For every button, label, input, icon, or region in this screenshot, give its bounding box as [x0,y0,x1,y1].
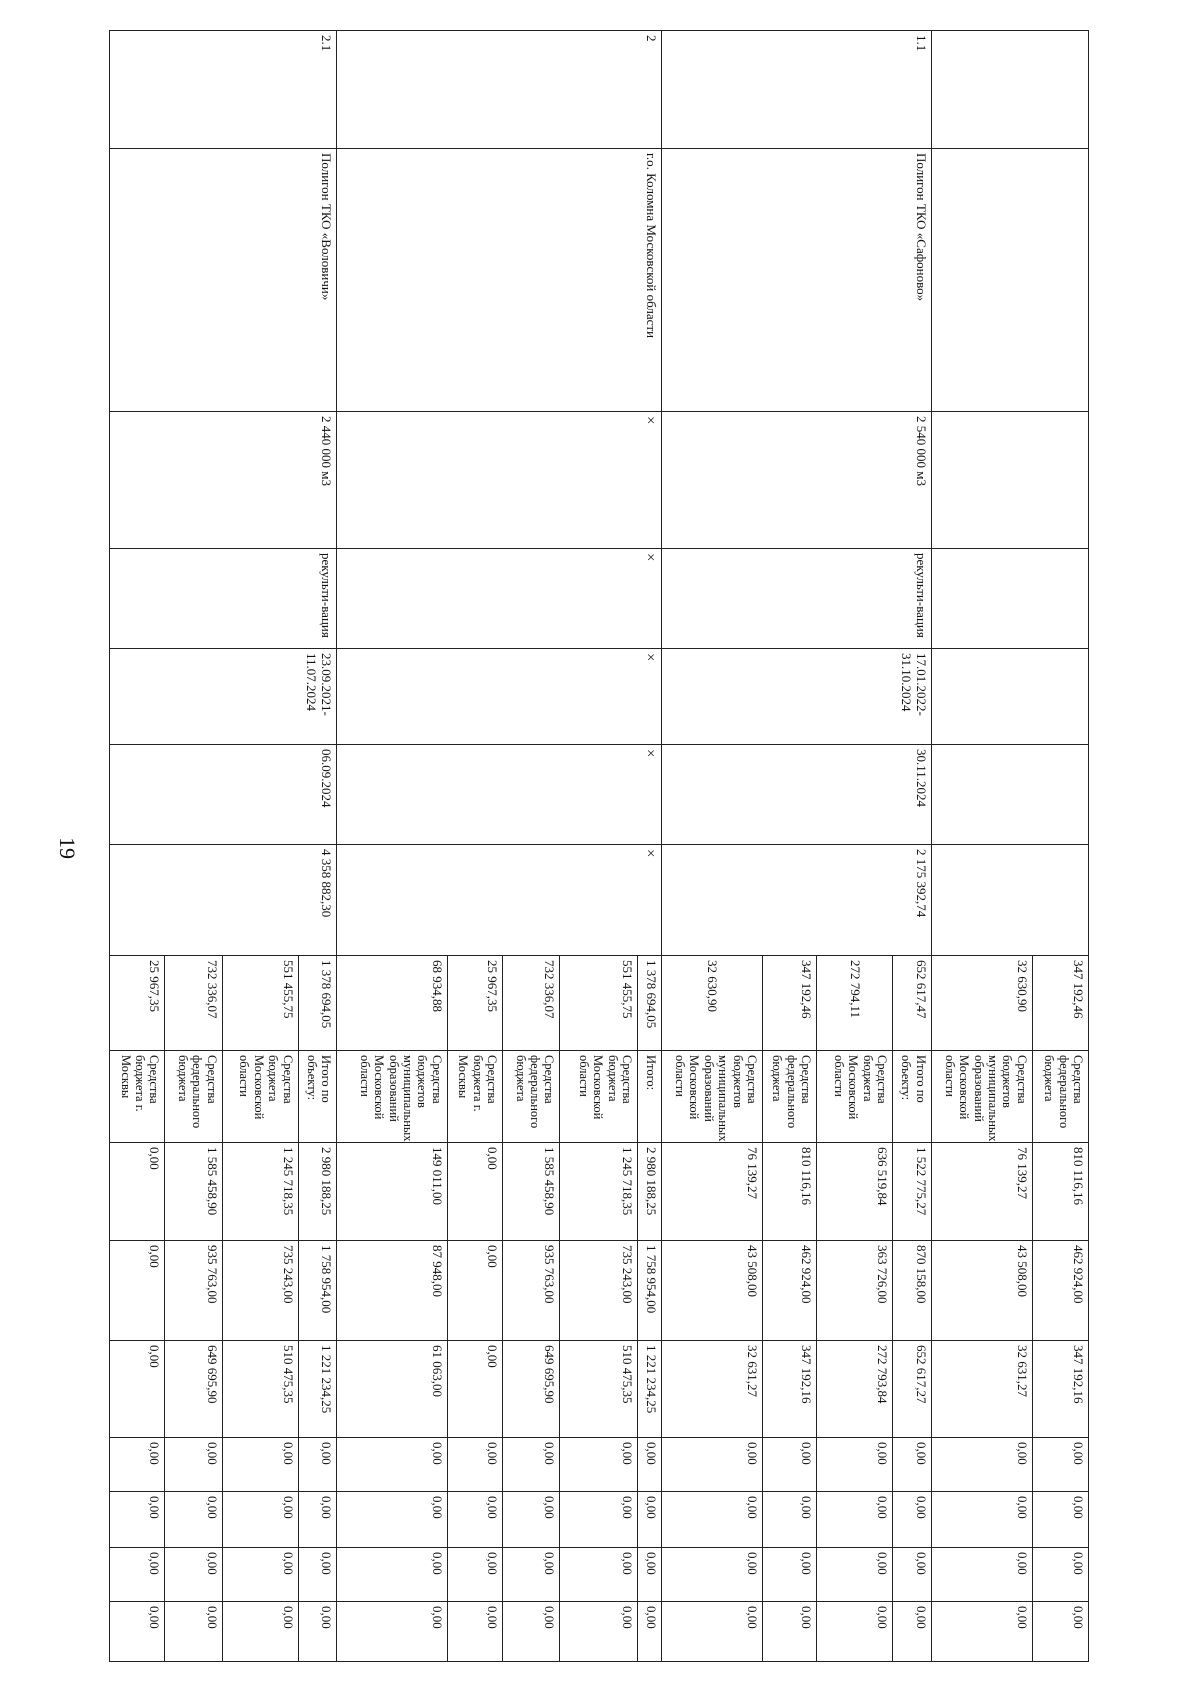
zero-amount: 0,00 [110,1492,165,1548]
amount-c3: 1 221 234,25 [298,1341,337,1438]
zero-amount: 0,00 [502,1602,559,1662]
work-period: 23.09.2021-11.07.2024 [110,649,337,745]
amount-c1: 2 980 188,25 [638,1143,662,1241]
table-row [893,31,932,1662]
source-name: Средства федерального бюджета [165,1051,222,1143]
source-amount: 347 192,46 [762,956,816,1051]
zero-amount: 0,00 [502,1548,559,1602]
rotated-table-wrapper [109,30,1089,1629]
zero-amount: 0,00 [165,1438,222,1492]
source-amount: 32 630,90 [931,956,1032,1051]
source-amount: 25 967,35 [447,956,502,1051]
source-amount: 732 336,07 [165,956,222,1051]
amount-c2: 0,00 [447,1241,502,1341]
source-name: Средства бюджета Московской области [222,1051,298,1143]
amount-c1: 76 139,27 [662,1143,763,1241]
zero-amount: 0,00 [560,1602,638,1662]
source-amount: 68 934,88 [337,956,447,1051]
source-name: Итого: [638,1051,662,1143]
amount-c3: 61 063,00 [337,1341,447,1438]
zero-amount: 0,00 [447,1602,502,1662]
source-name: Средства федерального бюджета [1032,1051,1088,1143]
zero-amount: 0,00 [1032,1492,1088,1548]
zero-amount: 0,00 [222,1438,298,1492]
amount-c2: 870 158,00 [893,1241,932,1341]
amount-c2: 462 924,00 [1032,1241,1088,1341]
source-name: Средства бюджетов муниципальных образований Московской области [662,1051,763,1143]
capacity: × [337,412,662,549]
source-amount: 732 336,07 [502,956,559,1051]
source-name: Средства бюджета Московской области [560,1051,638,1143]
amount-c1: 76 139,27 [931,1143,1032,1241]
zero-amount: 0,00 [931,1602,1032,1662]
zero-amount: 0,00 [662,1602,763,1662]
zero-amount: 0,00 [662,1492,763,1548]
object-name [931,149,1088,412]
work-type [931,549,1088,649]
amount-c3: 0,00 [110,1341,165,1438]
amount-c3: 32 631,27 [931,1341,1032,1438]
zero-amount: 0,00 [662,1548,763,1602]
capacity [931,412,1088,549]
amount-c2: 935 763,00 [502,1241,559,1341]
amount-c2: 462 924,00 [762,1241,816,1341]
object-name: г.о. Коломна Московской области [337,149,662,412]
zero-amount: 0,00 [762,1438,816,1492]
work-type: рекульти-вация [110,549,337,649]
source-amount: 1 378 694,05 [298,956,337,1051]
zero-amount: 0,00 [638,1602,662,1662]
source-name: Средства бюджетов муниципальных образований Московской области [337,1051,447,1143]
source-amount: 551 455,75 [560,956,638,1051]
amount-c2: 43 508,00 [931,1241,1032,1341]
financing-table [109,30,1089,1662]
zero-amount: 0,00 [110,1548,165,1602]
source-amount: 1 378 694,05 [638,956,662,1051]
document-sheet [109,30,1089,1629]
zero-amount: 0,00 [447,1438,502,1492]
zero-amount: 0,00 [560,1438,638,1492]
zero-amount: 0,00 [893,1548,932,1602]
zero-amount: 0,00 [931,1548,1032,1602]
deadline: × [337,745,662,845]
zero-amount: 0,00 [222,1602,298,1662]
zero-amount: 0,00 [817,1438,893,1492]
amount-c1: 0,00 [110,1143,165,1241]
amount-c2: 735 243,00 [222,1241,298,1341]
zero-amount: 0,00 [502,1438,559,1492]
row-number: 2 [337,31,662,149]
source-amount: 32 630,90 [662,956,763,1051]
zero-amount: 0,00 [337,1438,447,1492]
zero-amount: 0,00 [817,1548,893,1602]
zero-amount: 0,00 [110,1602,165,1662]
zero-amount: 0,00 [931,1438,1032,1492]
zero-amount: 0,00 [222,1548,298,1602]
amount-c3: 649 695,90 [502,1341,559,1438]
amount-c1: 1 585 458,90 [502,1143,559,1241]
work-period: × [337,649,662,745]
amount-c2: 935 763,00 [165,1241,222,1341]
zero-amount: 0,00 [165,1602,222,1662]
zero-amount: 0,00 [1032,1602,1088,1662]
page-number: 19 [55,837,80,859]
amount-c1: 810 116,16 [762,1143,816,1241]
zero-amount: 0,00 [447,1548,502,1602]
zero-amount: 0,00 [1032,1548,1088,1602]
work-period [931,649,1088,745]
amount-c3: 652 617,27 [893,1341,932,1438]
object-name: Полигон ТКО «Воловичи» [110,149,337,412]
total-cost [931,845,1088,956]
zero-amount: 0,00 [560,1548,638,1602]
zero-amount: 0,00 [762,1602,816,1662]
zero-amount: 0,00 [165,1492,222,1548]
amount-c2: 1 758 954,00 [298,1241,337,1341]
table-row [638,31,662,1662]
zero-amount: 0,00 [110,1438,165,1492]
zero-amount: 0,00 [298,1602,337,1662]
zero-amount: 0,00 [817,1492,893,1548]
zero-amount: 0,00 [298,1492,337,1548]
amount-c3: 649 695,90 [165,1341,222,1438]
zero-amount: 0,00 [222,1492,298,1548]
zero-amount: 0,00 [762,1492,816,1548]
zero-amount: 0,00 [931,1492,1032,1548]
amount-c2: 363 726,00 [817,1241,893,1341]
source-name: Итого по объекту: [298,1051,337,1143]
source-name: Итого по объекту: [893,1051,932,1143]
amount-c2: 87 948,00 [337,1241,447,1341]
zero-amount: 0,00 [337,1548,447,1602]
amount-c2: 43 508,00 [662,1241,763,1341]
work-period: 17.01.2022-31.10.2024 [662,649,932,745]
amount-c3: 272 793,84 [817,1341,893,1438]
amount-c1: 2 980 188,25 [298,1143,337,1241]
source-amount: 272 794,11 [817,956,893,1051]
zero-amount: 0,00 [298,1438,337,1492]
capacity: 2 440 000 м3 [110,412,337,549]
zero-amount: 0,00 [662,1438,763,1492]
zero-amount: 0,00 [337,1602,447,1662]
source-name: Средства бюджета г. Москвы [110,1051,165,1143]
zero-amount: 0,00 [337,1492,447,1548]
zero-amount: 0,00 [638,1548,662,1602]
amount-c3: 1 221 234,25 [638,1341,662,1438]
amount-c1: 0,00 [447,1143,502,1241]
capacity: 2 540 000 м3 [662,412,932,549]
amount-c3: 32 631,27 [662,1341,763,1438]
work-type: рекульти-вация [662,549,932,649]
amount-c1: 1 245 718,35 [560,1143,638,1241]
zero-amount: 0,00 [560,1492,638,1548]
source-name: Средства федерального бюджета [502,1051,559,1143]
zero-amount: 0,00 [638,1438,662,1492]
deadline: 30.11.2024 [662,745,932,845]
source-amount: 25 967,35 [110,956,165,1051]
amount-c3: 0,00 [447,1341,502,1438]
zero-amount: 0,00 [1032,1438,1088,1492]
row-number [931,31,1088,149]
source-amount: 347 192,46 [1032,956,1088,1051]
zero-amount: 0,00 [762,1548,816,1602]
zero-amount: 0,00 [447,1492,502,1548]
source-amount: 652 617,47 [893,956,932,1051]
total-cost: 2 175 392,74 [662,845,932,956]
amount-c1: 1 245 718,35 [222,1143,298,1241]
zero-amount: 0,00 [502,1492,559,1548]
total-cost: × [337,845,662,956]
amount-c1: 1 522 775,27 [893,1143,932,1241]
amount-c3: 510 475,35 [222,1341,298,1438]
row-number: 2.1 [110,31,337,149]
zero-amount: 0,00 [298,1548,337,1602]
source-name: Средства бюджета Московской области [817,1051,893,1143]
source-amount: 551 455,75 [222,956,298,1051]
amount-c3: 347 192,16 [1032,1341,1088,1438]
zero-amount: 0,00 [893,1438,932,1492]
amount-c1: 810 116,16 [1032,1143,1088,1241]
work-type: × [337,549,662,649]
table-row [298,31,337,1662]
source-name: Средства бюджетов муниципальных образований Московской области [931,1051,1032,1143]
object-name: Полигон ТКО «Сафоново» [662,149,932,412]
zero-amount: 0,00 [893,1492,932,1548]
source-name: Средства бюджета г. Москвы [447,1051,502,1143]
deadline: 06.09.2024 [110,745,337,845]
zero-amount: 0,00 [638,1492,662,1548]
amount-c2: 1 758 954,00 [638,1241,662,1341]
deadline [931,745,1088,845]
amount-c1: 636 519,84 [817,1143,893,1241]
amount-c2: 0,00 [110,1241,165,1341]
amount-c2: 735 243,00 [560,1241,638,1341]
amount-c3: 510 475,35 [560,1341,638,1438]
total-cost: 4 358 882,30 [110,845,337,956]
amount-c1: 1 585 458,90 [165,1143,222,1241]
table-row [1032,31,1088,1662]
zero-amount: 0,00 [165,1548,222,1602]
amount-c3: 347 192,16 [762,1341,816,1438]
amount-c1: 149 011,00 [337,1143,447,1241]
zero-amount: 0,00 [817,1602,893,1662]
row-number: 1.1 [662,31,932,149]
source-name: Средства федерального бюджета [762,1051,816,1143]
zero-amount: 0,00 [893,1602,932,1662]
table-body [110,31,1089,1662]
